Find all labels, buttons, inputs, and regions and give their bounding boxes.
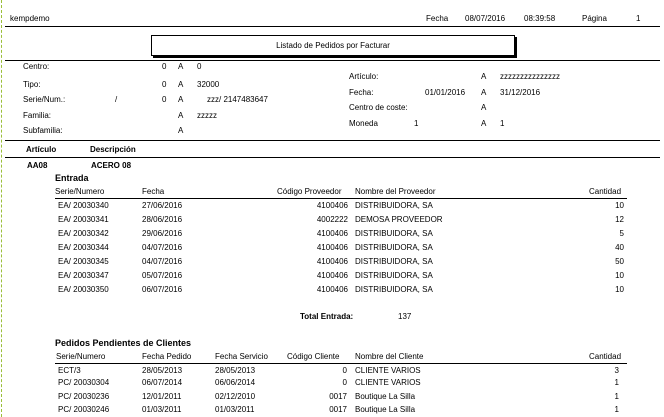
article-header-underline — [5, 157, 660, 158]
filter-fecha-from: 01/01/2016 — [425, 88, 466, 97]
header-time: 08:39:58 — [524, 14, 556, 23]
entrada-cell-cantidad: 10 — [615, 271, 624, 280]
filter-articulo-label: Artículo: — [349, 72, 379, 81]
report-title: Listado de Pedidos por Facturar — [151, 35, 515, 56]
pedidos-cell-serie: PC/ 20030246 — [58, 405, 110, 414]
pedidos-cell-fecha-pedido: 06/07/2014 — [142, 378, 183, 387]
entrada-cell-cantidad: 40 — [615, 243, 624, 252]
entrada-col-cantidad: Cantidad — [589, 187, 622, 196]
table-row — [0, 201, 664, 212]
filter-fecha-to: 31/12/2016 — [500, 88, 541, 97]
table-row — [0, 257, 664, 268]
title-separator — [5, 60, 660, 61]
filter-centro-coste-label: Centro de coste: — [349, 103, 408, 112]
entrada-col-nombre: Nombre del Proveedor — [355, 187, 436, 196]
pedidos-cell-cantidad: 3 — [614, 366, 619, 375]
table-row — [0, 405, 664, 416]
filter-familia-a: A — [178, 111, 184, 120]
entrada-cell-cantidad: 10 — [615, 201, 624, 210]
table-row — [0, 229, 664, 240]
pedidos-cell-nombre: Boutique La Silla — [355, 392, 416, 401]
pedidos-cell-fecha-servicio: 01/03/2011 — [215, 405, 255, 414]
filter-centro-label: Centro: — [23, 62, 50, 71]
filter-moneda-label: Moneda — [349, 119, 378, 128]
pedidos-cell-cantidad: 1 — [614, 405, 619, 414]
filter-subfamilia-a: A — [178, 126, 184, 135]
pedidos-cell-serie: PC/ 20030304 — [58, 378, 110, 387]
entrada-cell-nombre: DISTRIBUIDORA, SA — [355, 229, 433, 238]
filter-familia-to: zzzzz — [197, 111, 217, 120]
entrada-total-label: Total Entrada: — [300, 312, 354, 321]
pedidos-col-codigo: Código Cliente — [287, 352, 340, 361]
pedidos-cell-nombre: CLIENTE VARIOS — [355, 366, 421, 375]
table-row — [0, 366, 664, 377]
entrada-cell-nombre: DEMOSA PROVEEDOR — [355, 215, 443, 224]
filter-centro-to: 0 — [197, 62, 202, 71]
filter-moneda-a: A — [481, 119, 487, 128]
entrada-cell-serie: EA/ 20030344 — [58, 243, 109, 252]
entrada-cell-fecha: 28/06/2016 — [142, 215, 183, 224]
entrada-cell-fecha: 29/06/2016 — [142, 229, 183, 238]
entrada-cell-serie: EA/ 20030340 — [58, 201, 109, 210]
filter-moneda-to: 1 — [500, 119, 505, 128]
pedidos-cell-nombre: Boutique La Silla — [355, 405, 416, 414]
pedidos-cell-fecha-pedido: 28/05/2013 — [142, 366, 183, 375]
pedidos-cell-fecha-pedido: 01/03/2011 — [142, 405, 182, 414]
pedidos-cell-serie: PC/ 20030236 — [58, 392, 110, 401]
filter-tipo-a: A — [178, 80, 184, 89]
pedidos-col-nombre: Nombre del Cliente — [355, 352, 424, 361]
filter-centro-coste-a: A — [481, 103, 487, 112]
entrada-cell-codigo: 4100406 — [316, 271, 348, 280]
filter-articulo-to: zzzzzzzzzzzzzzz — [500, 72, 560, 81]
pedidos-col-fecha-pedido: Fecha Pedido — [142, 352, 192, 361]
filter-familia-label: Familia: — [23, 111, 52, 120]
pedidos-cell-fecha-servicio: 06/06/2014 — [215, 378, 256, 387]
entrada-cell-serie: EA/ 20030341 — [58, 215, 109, 224]
filter-serie-slash: / — [115, 95, 118, 104]
entrada-cell-codigo: 4100406 — [316, 285, 348, 294]
entrada-cell-serie: EA/ 20030350 — [58, 285, 109, 294]
filter-moneda-from: 1 — [414, 119, 419, 128]
filter-centro-from: 0 — [162, 62, 167, 71]
entrada-section-title: Entrada — [55, 173, 89, 183]
pedidos-cell-codigo: 0017 — [329, 392, 347, 401]
table-row — [0, 285, 664, 296]
filter-tipo-from: 0 — [162, 80, 167, 89]
entrada-cell-fecha: 27/06/2016 — [142, 201, 183, 210]
filter-serie-label: Serie/Num.: — [23, 95, 66, 104]
column-articulo-header: Artículo — [26, 145, 57, 154]
entrada-cell-nombre: DISTRIBUIDORA, SA — [355, 201, 433, 210]
entrada-col-fecha: Fecha — [142, 187, 165, 196]
filter-tipo-label: Tipo: — [23, 80, 41, 89]
pedidos-cell-fecha-servicio: 28/05/2013 — [215, 366, 256, 375]
entrada-header-underline — [55, 198, 627, 199]
entrada-cell-serie: EA/ 20030342 — [58, 229, 109, 238]
pedidos-cell-nombre: CLIENTE VARIOS — [355, 378, 421, 387]
entrada-col-serie: Serie/Numero — [55, 187, 105, 196]
table-row — [0, 378, 664, 389]
entrada-total-value: 137 — [398, 312, 412, 321]
column-descripcion-header: Descripción — [90, 145, 136, 154]
entrada-cell-fecha: 05/07/2016 — [142, 271, 183, 280]
header-fecha-label: Fecha — [426, 14, 449, 23]
entrada-cell-codigo: 4002222 — [316, 215, 348, 224]
pedidos-cell-cantidad: 1 — [614, 378, 619, 387]
table-row — [0, 271, 664, 282]
header-separator — [5, 26, 660, 27]
entrada-cell-cantidad: 5 — [619, 229, 624, 238]
entrada-cell-cantidad: 50 — [615, 257, 624, 266]
entrada-cell-serie: EA/ 20030347 — [58, 271, 109, 280]
filter-centro-a: A — [178, 62, 184, 71]
header-fecha-value: 08/07/2016 — [465, 14, 506, 23]
pedidos-col-fecha-servicio: Fecha Servicio — [215, 352, 268, 361]
filter-serie-from: 0 — [162, 95, 167, 104]
pedidos-cell-cantidad: 1 — [614, 392, 619, 401]
table-row — [0, 392, 664, 403]
header-page-number: 1 — [636, 14, 641, 23]
entrada-cell-fecha: 06/07/2016 — [142, 285, 183, 294]
header-user: kempdemo — [10, 14, 50, 23]
entrada-col-codigo: Código Proveedor — [277, 187, 342, 196]
entrada-cell-cantidad: 12 — [615, 215, 624, 224]
filter-tipo-to: 32000 — [197, 80, 220, 89]
pedidos-col-cantidad: Cantidad — [589, 352, 622, 361]
entrada-cell-nombre: DISTRIBUIDORA, SA — [355, 271, 433, 280]
entrada-cell-codigo: 4100406 — [316, 257, 348, 266]
pedidos-cell-codigo: 0 — [342, 378, 347, 387]
article-code: AA08 — [27, 161, 48, 170]
entrada-cell-nombre: DISTRIBUIDORA, SA — [355, 243, 433, 252]
filters-separator — [5, 140, 660, 141]
header-page-label: Página — [582, 14, 607, 23]
filter-serie-to: zzz/ 2147483647 — [207, 95, 268, 104]
pedidos-cell-fecha-servicio: 02/12/2010 — [215, 392, 256, 401]
entrada-cell-fecha: 04/07/2016 — [142, 243, 183, 252]
pedidos-section-title: Pedidos Pendientes de Clientes — [55, 338, 192, 348]
filter-serie-a: A — [178, 95, 184, 104]
pedidos-header-underline — [55, 363, 627, 364]
filter-articulo-a: A — [481, 72, 487, 81]
filter-fecha-label: Fecha: — [349, 88, 374, 97]
entrada-cell-cantidad: 10 — [615, 285, 624, 294]
entrada-cell-codigo: 4100406 — [316, 229, 348, 238]
table-row — [0, 243, 664, 254]
pedidos-cell-fecha-pedido: 12/01/2011 — [142, 392, 182, 401]
pedidos-cell-serie: ECT/3 — [58, 366, 81, 375]
entrada-cell-serie: EA/ 20030345 — [58, 257, 109, 266]
table-row — [0, 215, 664, 226]
filter-subfamilia-label: Subfamilia: — [23, 126, 63, 135]
entrada-cell-nombre: DISTRIBUIDORA, SA — [355, 257, 433, 266]
entrada-cell-fecha: 04/07/2016 — [142, 257, 183, 266]
pedidos-cell-codigo: 0 — [342, 366, 347, 375]
entrada-cell-codigo: 4100406 — [316, 243, 348, 252]
pedidos-cell-codigo: 0017 — [329, 405, 347, 414]
article-description: ACERO 08 — [91, 161, 132, 170]
entrada-cell-codigo: 4100406 — [316, 201, 348, 210]
entrada-cell-nombre: DISTRIBUIDORA, SA — [355, 285, 433, 294]
filter-fecha-a: A — [481, 88, 487, 97]
pedidos-col-serie: Serie/Numero — [56, 352, 106, 361]
